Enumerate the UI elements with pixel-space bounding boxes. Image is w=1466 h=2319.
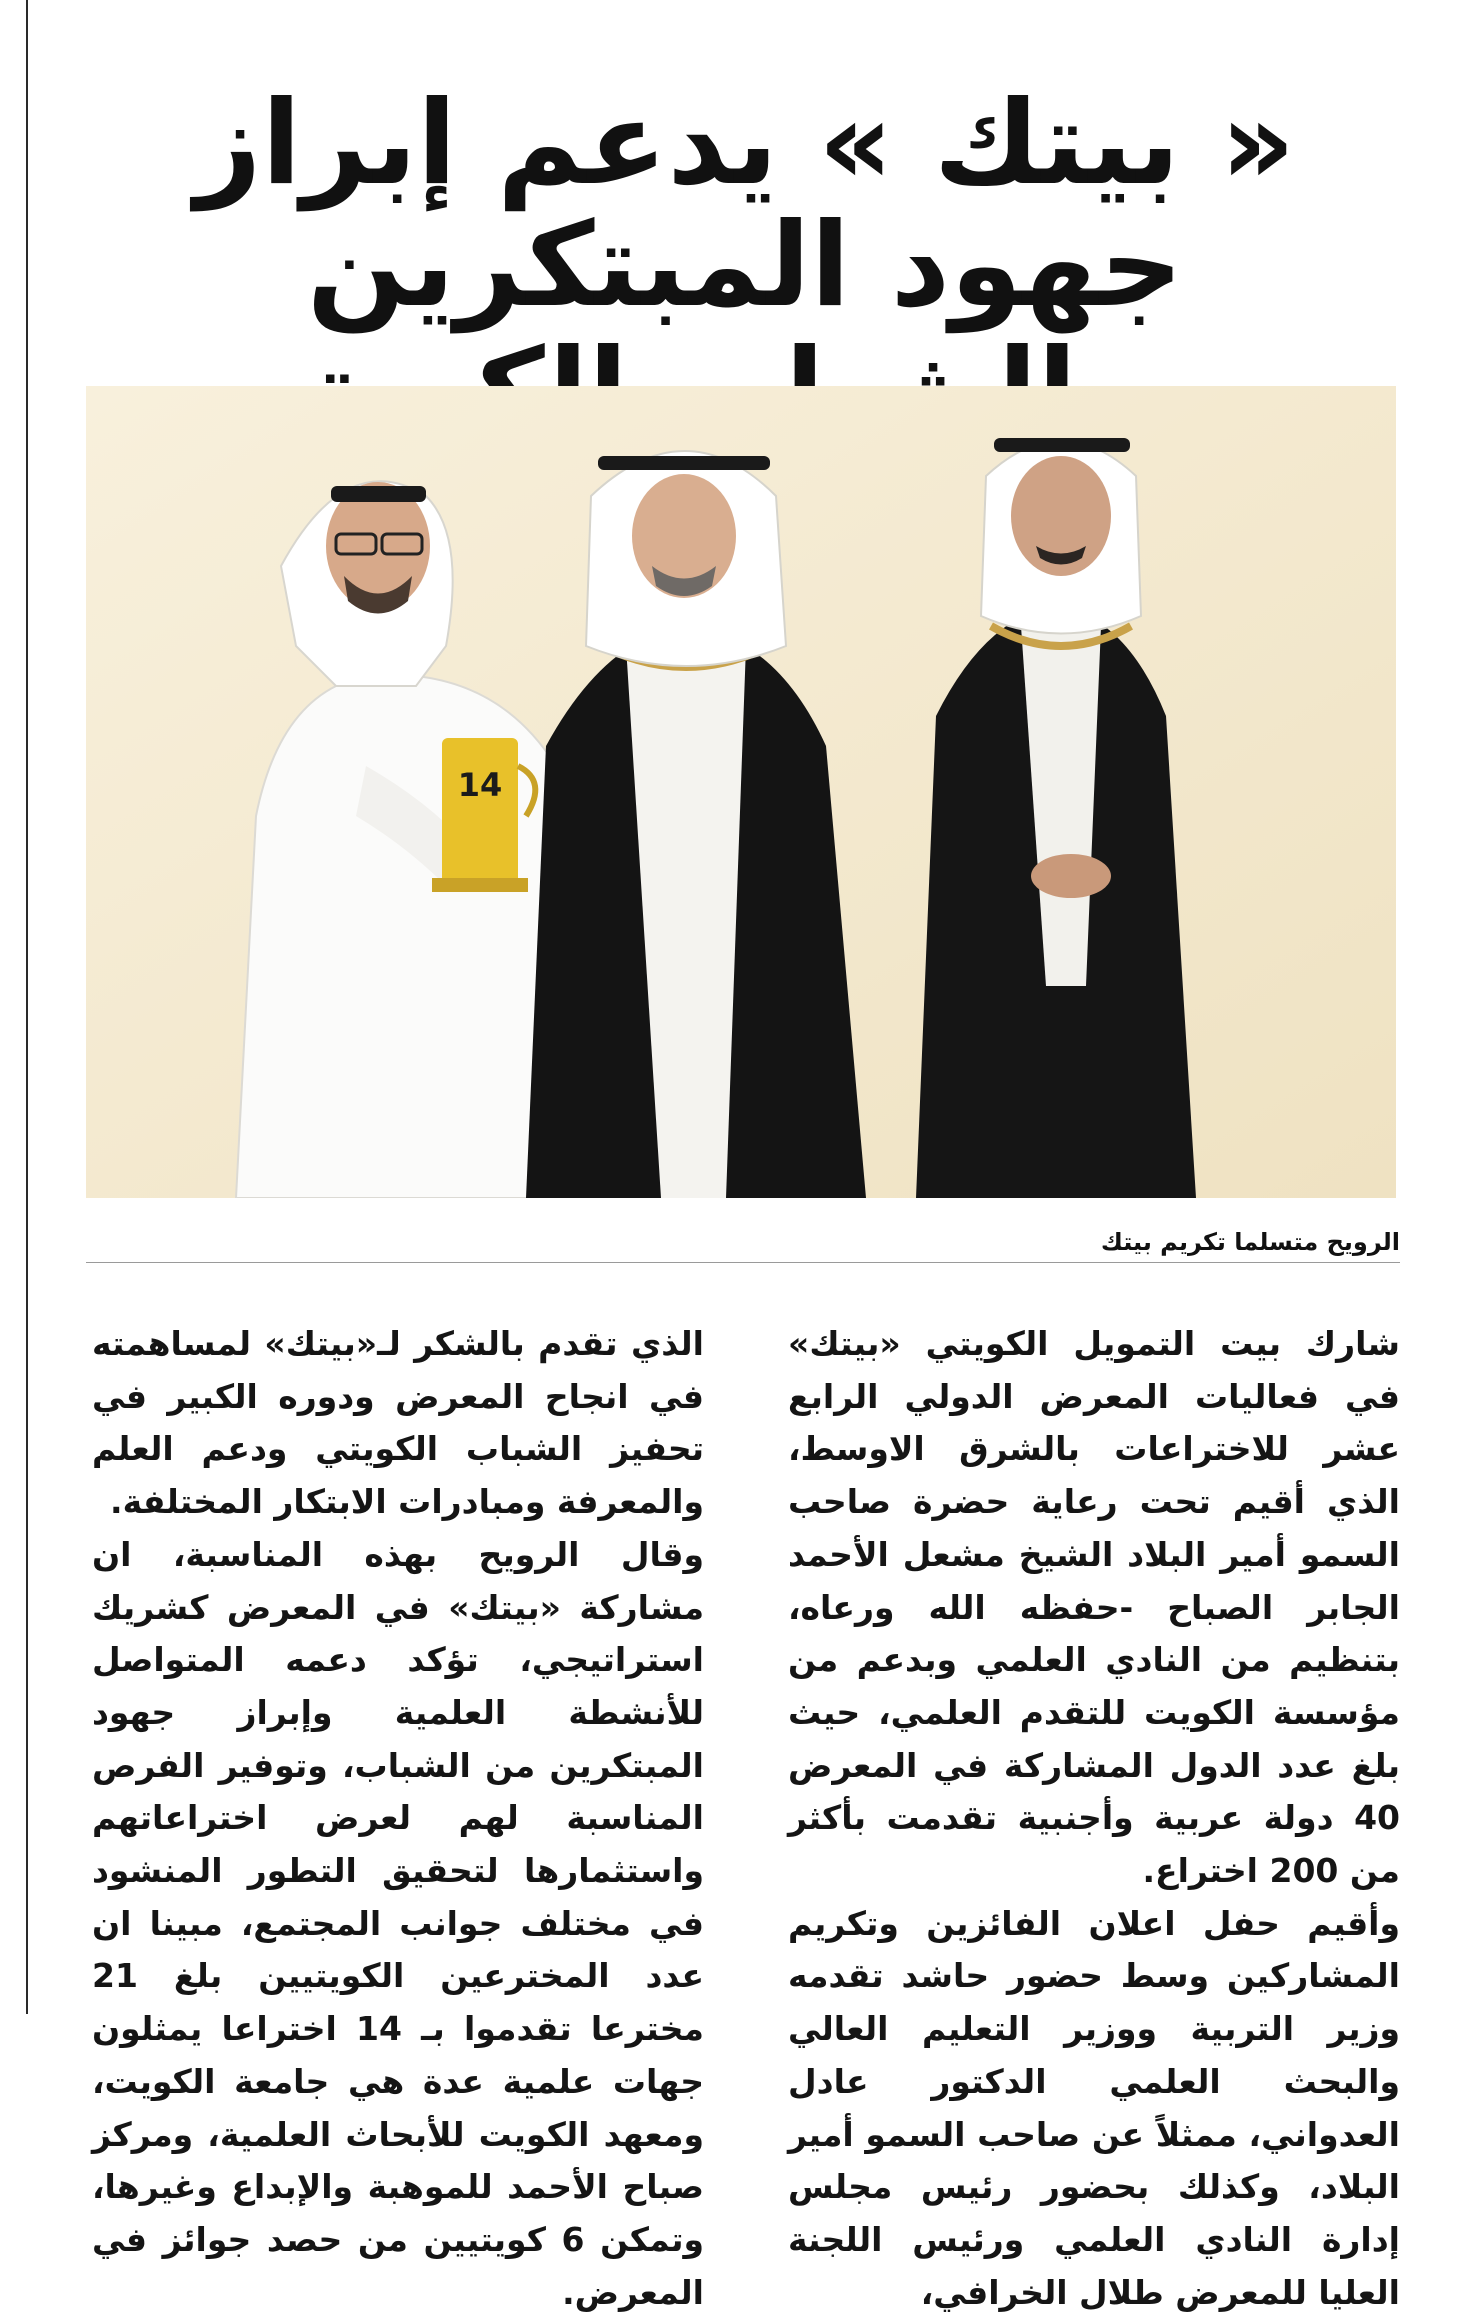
headline-line-1: « بيتك » يدعم إبراز جهود المبتكرين [194,76,1296,334]
article-photo [86,386,1396,1198]
paragraph: الذي تقدم بالشكر لـ«بيتك» لمساهمته في انجاح المعرض ودوره الكبير في تحفيز الشباب الكويتي ودعم العلم والمعرفة ومبادرات الابتكار المختلفة. [92,1324,704,1522]
article-column-left [92,1318,704,2319]
page-left-rule [26,0,28,2014]
paragraph: شارك بيت التمويل الكويتي «بيتك» في فعاليات المعرض الدولي الرابع عشر للاختراعات بالشرق الاوسط، الذي أقيم تحت رعاية حضرة صاحب السمو أمير البلاد الشيخ مشعل الأحمد الجابر الصباح -حفظه الله ورعاه، بتنظيم من النادي العلمي وبدعم من مؤسسة الكويت للتقدم العلمي، حيث بلغ عدد الدول المشاركة في المعرض 40 دولة عربية وأجنبية تقدمت بأكثر من 200 اختراع. [788,1324,1400,1891]
paragraph: وأقيم حفل اعلان الفائزين وتكريم المشاركين وسط حضور حاشد تقدمه وزير التربية ووزير التعليم العالي والبحث العلمي الدكتور عادل العدواني، ممثلاً عن صاحب السمو أمير البلاد، وكذلك بحضور رئيس مجلس إدارة النادي العلمي ورئيس اللجنة العليا للمعرض طلال الخرافي، [788,1903,1400,2312]
caption-divider [86,1262,1400,1263]
article-column-right [788,1318,1400,2319]
paragraph: وقال الرويح بهذه المناسبة، ان مشاركة «بيتك» في المعرض كشريك استراتيجي، تؤكد دعمه المتواصل للأنشطة العلمية وإبراز جهود المبتكرين من الشباب، وتوفير الفرص المناسبة لهم لعرض اختراعاتهم واستثمارها لتحقيق التطور المنشود في مختلف جوانب المجتمع، مبينا ان عدد المخترعين الكويتيين بلغ 21 مخترعا تقدموا بـ 14 اختراعا يمثلون جهات علمية عدة هي جامعة الكويت، ومعهد الكويت للأبحاث العلمية، ومركز صباح الأحمد للموهبة والإبداع وغيرها، وتمكن 6 كويتيين من حصد جوائز في المعرض. [92,1534,705,2312]
trophy-number: 14 [457,766,503,804]
photo-caption: الرويح متسلما تكريم بيتك [1100,1228,1400,1256]
